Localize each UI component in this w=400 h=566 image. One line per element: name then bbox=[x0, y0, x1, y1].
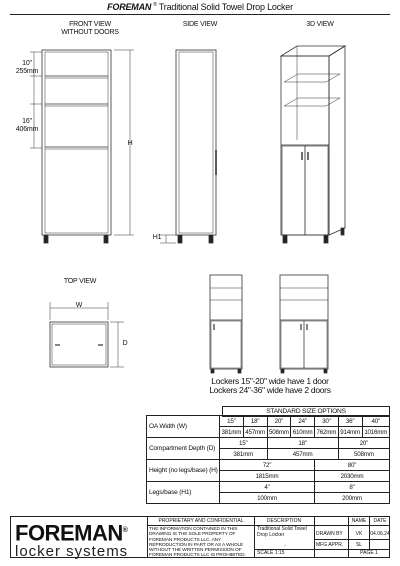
size-options-grid bbox=[146, 415, 390, 504]
iso-view-drawing bbox=[281, 46, 345, 243]
width-row-label: OA Width (W) bbox=[147, 416, 220, 438]
legs-mm-cell: 200mm bbox=[315, 493, 390, 504]
leg-height-dimension: H1 bbox=[152, 234, 162, 241]
legs-mm-cell: 100mm bbox=[220, 493, 315, 504]
width-in-cell: 18" bbox=[243, 416, 267, 427]
mfg-appr-label: MFG APPR. bbox=[316, 542, 344, 548]
side-view-label: SIDE VIEW bbox=[182, 21, 218, 28]
legs-row-label: Legs/base (H1) bbox=[147, 482, 220, 504]
date-heading: DATE bbox=[373, 518, 387, 524]
gap1-inches: 10" bbox=[22, 60, 32, 67]
width-mm-cell: 457mm bbox=[243, 427, 267, 438]
one-door-locker-drawing bbox=[210, 275, 242, 373]
top-view-drawing bbox=[50, 302, 124, 367]
gap2-mm: 406mm bbox=[15, 126, 39, 133]
side-view-drawing bbox=[160, 50, 216, 243]
front-view-label-1: FRONT VIEW bbox=[69, 21, 111, 28]
description-heading: DESCRIPTION bbox=[266, 518, 302, 524]
width-mm-cell: 914mm bbox=[338, 427, 362, 438]
width-in-cell: 30" bbox=[315, 416, 339, 427]
width-in-cell: 24" bbox=[291, 416, 315, 427]
iso-view-label: 3D VIEW bbox=[306, 21, 334, 28]
scale-cell: SCALE 1:15 bbox=[257, 550, 285, 556]
two-door-locker-drawing bbox=[280, 275, 328, 373]
height-in-cell: 80" bbox=[315, 460, 390, 471]
title-trademark: ® bbox=[153, 2, 157, 8]
depth-mm-cell: 457mm bbox=[267, 449, 338, 460]
gap2-inches: 16" bbox=[22, 118, 32, 125]
title-brand: FOREMAN bbox=[107, 2, 152, 12]
height-mm-cell: 1815mm bbox=[220, 471, 315, 482]
height-in-cell: 72" bbox=[220, 460, 315, 471]
drawn-by-label: DRAWN BY bbox=[316, 531, 343, 537]
depth-dimension: D bbox=[122, 340, 128, 347]
gap1-mm: 255mm bbox=[15, 68, 39, 75]
proprietary-text: THE INFORMATION CONTAINED IN THIS DRAWING IS THE SOLE PROPERTY OF FOREMAN PRODUCTS LLC. ANY REPRODUCTION IN PART OR AS A WHOLE WITHOUT THE WRITTEN PERMISSION OF FOREMAN PRODUCTS LLC IS PROHIBITED. bbox=[149, 527, 246, 559]
width-mm-cell: 508mm bbox=[267, 427, 291, 438]
depth-row-label: Compartment Depth (D) bbox=[147, 438, 220, 460]
logo-trademark: ® bbox=[122, 527, 128, 534]
front-view-drawing bbox=[30, 50, 134, 243]
width-in-cell: 40" bbox=[362, 416, 390, 427]
tb-divider bbox=[147, 525, 254, 526]
width-dimension: W bbox=[75, 302, 83, 309]
tb-divider bbox=[147, 517, 148, 557]
logo-word: FOREMAN bbox=[15, 520, 123, 546]
height-mm-cell: 2030mm bbox=[315, 471, 390, 482]
name-heading: NAME bbox=[351, 518, 367, 524]
width-in-cell: 36" bbox=[338, 416, 362, 427]
width-in-cell: 20" bbox=[267, 416, 291, 427]
note-line-2: Lockers 24"-36" wide have 2 doors bbox=[209, 385, 331, 395]
depth-mm-cell: 508mm bbox=[338, 449, 389, 460]
depth-in-cell: 15" bbox=[220, 438, 268, 449]
height-row-label: Height (no legs/base) (H) bbox=[147, 460, 220, 482]
width-mm-cell: 381mm bbox=[220, 427, 244, 438]
height-dimension: H bbox=[127, 140, 133, 147]
logo-subtitle: locker systems bbox=[15, 543, 129, 561]
note-line-1: Lockers 15"-20" wide have 1 door bbox=[211, 376, 329, 386]
table-heading: STANDARD SIZE OPTIONS bbox=[223, 407, 390, 417]
title-block bbox=[10, 516, 390, 561]
depth-in-cell: 20" bbox=[338, 438, 389, 449]
door-count-note bbox=[190, 377, 350, 395]
title-text: Traditional Solid Towel Drop Locker bbox=[158, 2, 293, 12]
legs-in-cell: 8" bbox=[315, 482, 390, 493]
width-mm-cell: 610mm bbox=[291, 427, 315, 438]
page-cell: PAGE 1 bbox=[360, 550, 378, 556]
foreman-logo bbox=[15, 520, 145, 559]
depth-in-cell: 18" bbox=[267, 438, 338, 449]
top-view-label: TOP VIEW bbox=[63, 278, 97, 285]
legs-in-cell: 4" bbox=[220, 482, 315, 493]
drawn-by-name: VK bbox=[355, 531, 363, 537]
description-text: Traditional Solid Towel Drop Locker bbox=[257, 526, 307, 538]
proprietary-heading: PROPRIETARY AND CONFIDENTIAL bbox=[158, 518, 244, 524]
tb-divider bbox=[314, 539, 390, 540]
width-in-cell: 15" bbox=[220, 416, 244, 427]
width-mm-cell: 762mm bbox=[315, 427, 339, 438]
depth-mm-cell: 381mm bbox=[220, 449, 268, 460]
tb-divider bbox=[314, 517, 315, 557]
mfg-appr-name: SL bbox=[355, 542, 363, 548]
drawn-date: 04.06.24 bbox=[370, 531, 390, 537]
dash-cell: - bbox=[284, 543, 286, 549]
front-view-label-2: WITHOUT DOORS bbox=[61, 29, 119, 36]
width-mm-cell: 1016mm bbox=[362, 427, 390, 438]
